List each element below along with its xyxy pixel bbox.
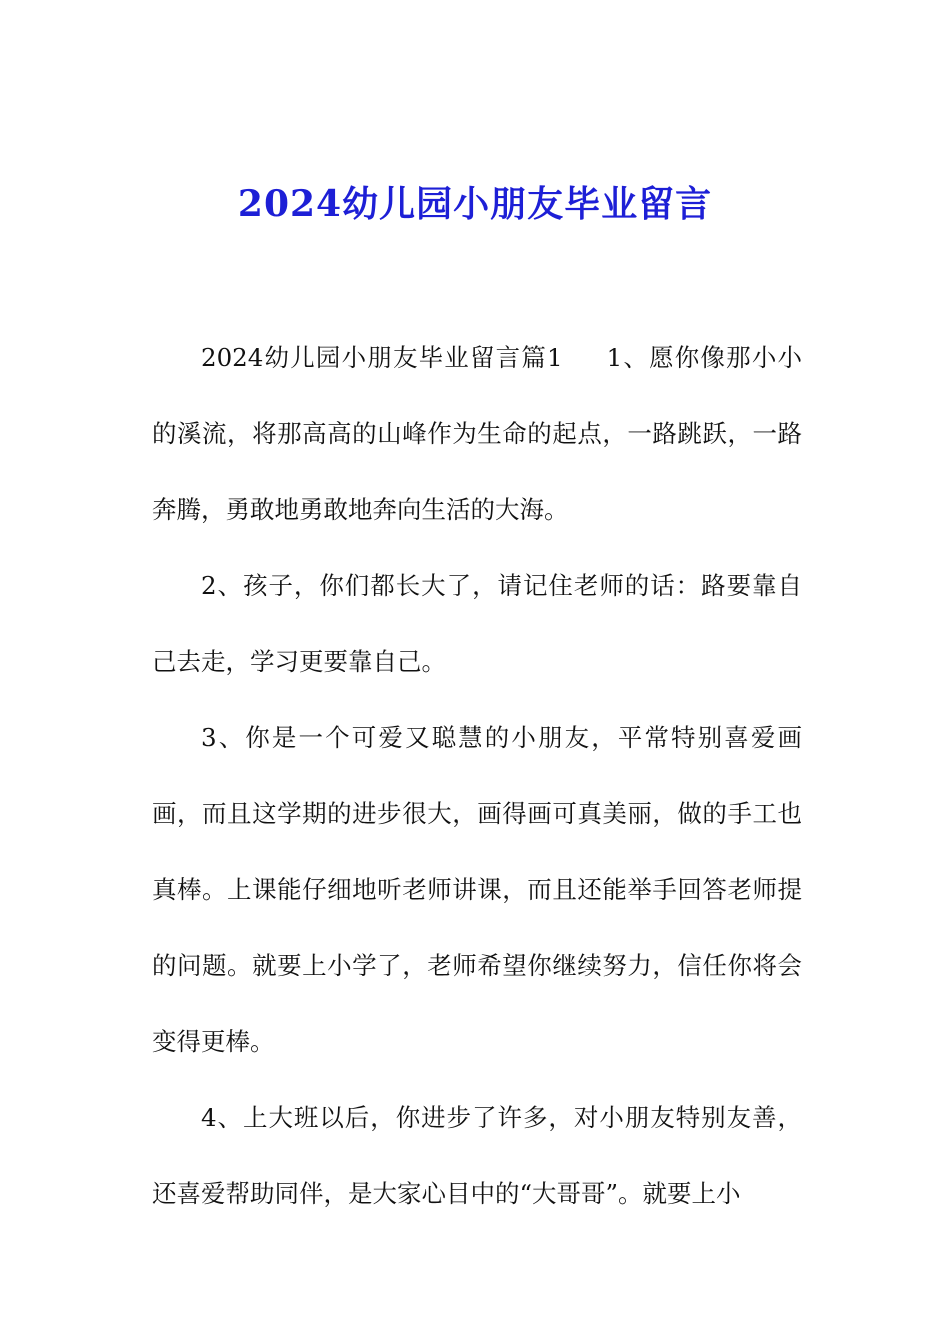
paragraph-1-text: 1、愿你像那小小的溪流，将那高高的山峰作为生命的起点，一路跳跃，一路奔腾，勇敢地勇敢地奔向生活的大海。 bbox=[152, 343, 803, 524]
section-heading: 2024幼儿园小朋友毕业留言篇1 bbox=[201, 343, 563, 372]
paragraph-2: 2、孩子，你们都长大了，请记住老师的话：路要靠自己去走，学习更要靠自己。 bbox=[152, 571, 802, 676]
document-body bbox=[152, 320, 802, 1232]
paragraph-1 bbox=[152, 320, 802, 548]
paragraph-3: 3、你是一个可爱又聪慧的小朋友，平常特别喜爱画画，而且这学期的进步很大，画得画可真美丽，做的手工也真棒。上课能仔细地听老师讲课，而且还能举手回答老师提的问题。就要上小学了，老师希望你继续努力，信任你将会变得更棒。 bbox=[152, 723, 802, 1056]
document-title: 2024幼儿园小朋友毕业留言 bbox=[237, 183, 713, 225]
paragraph-4: 4、上大班以后，你进步了许多，对小朋友特别友善，还喜爱帮助同伴，是大家心目中的“大哥哥”。就要上小 bbox=[152, 1103, 802, 1208]
